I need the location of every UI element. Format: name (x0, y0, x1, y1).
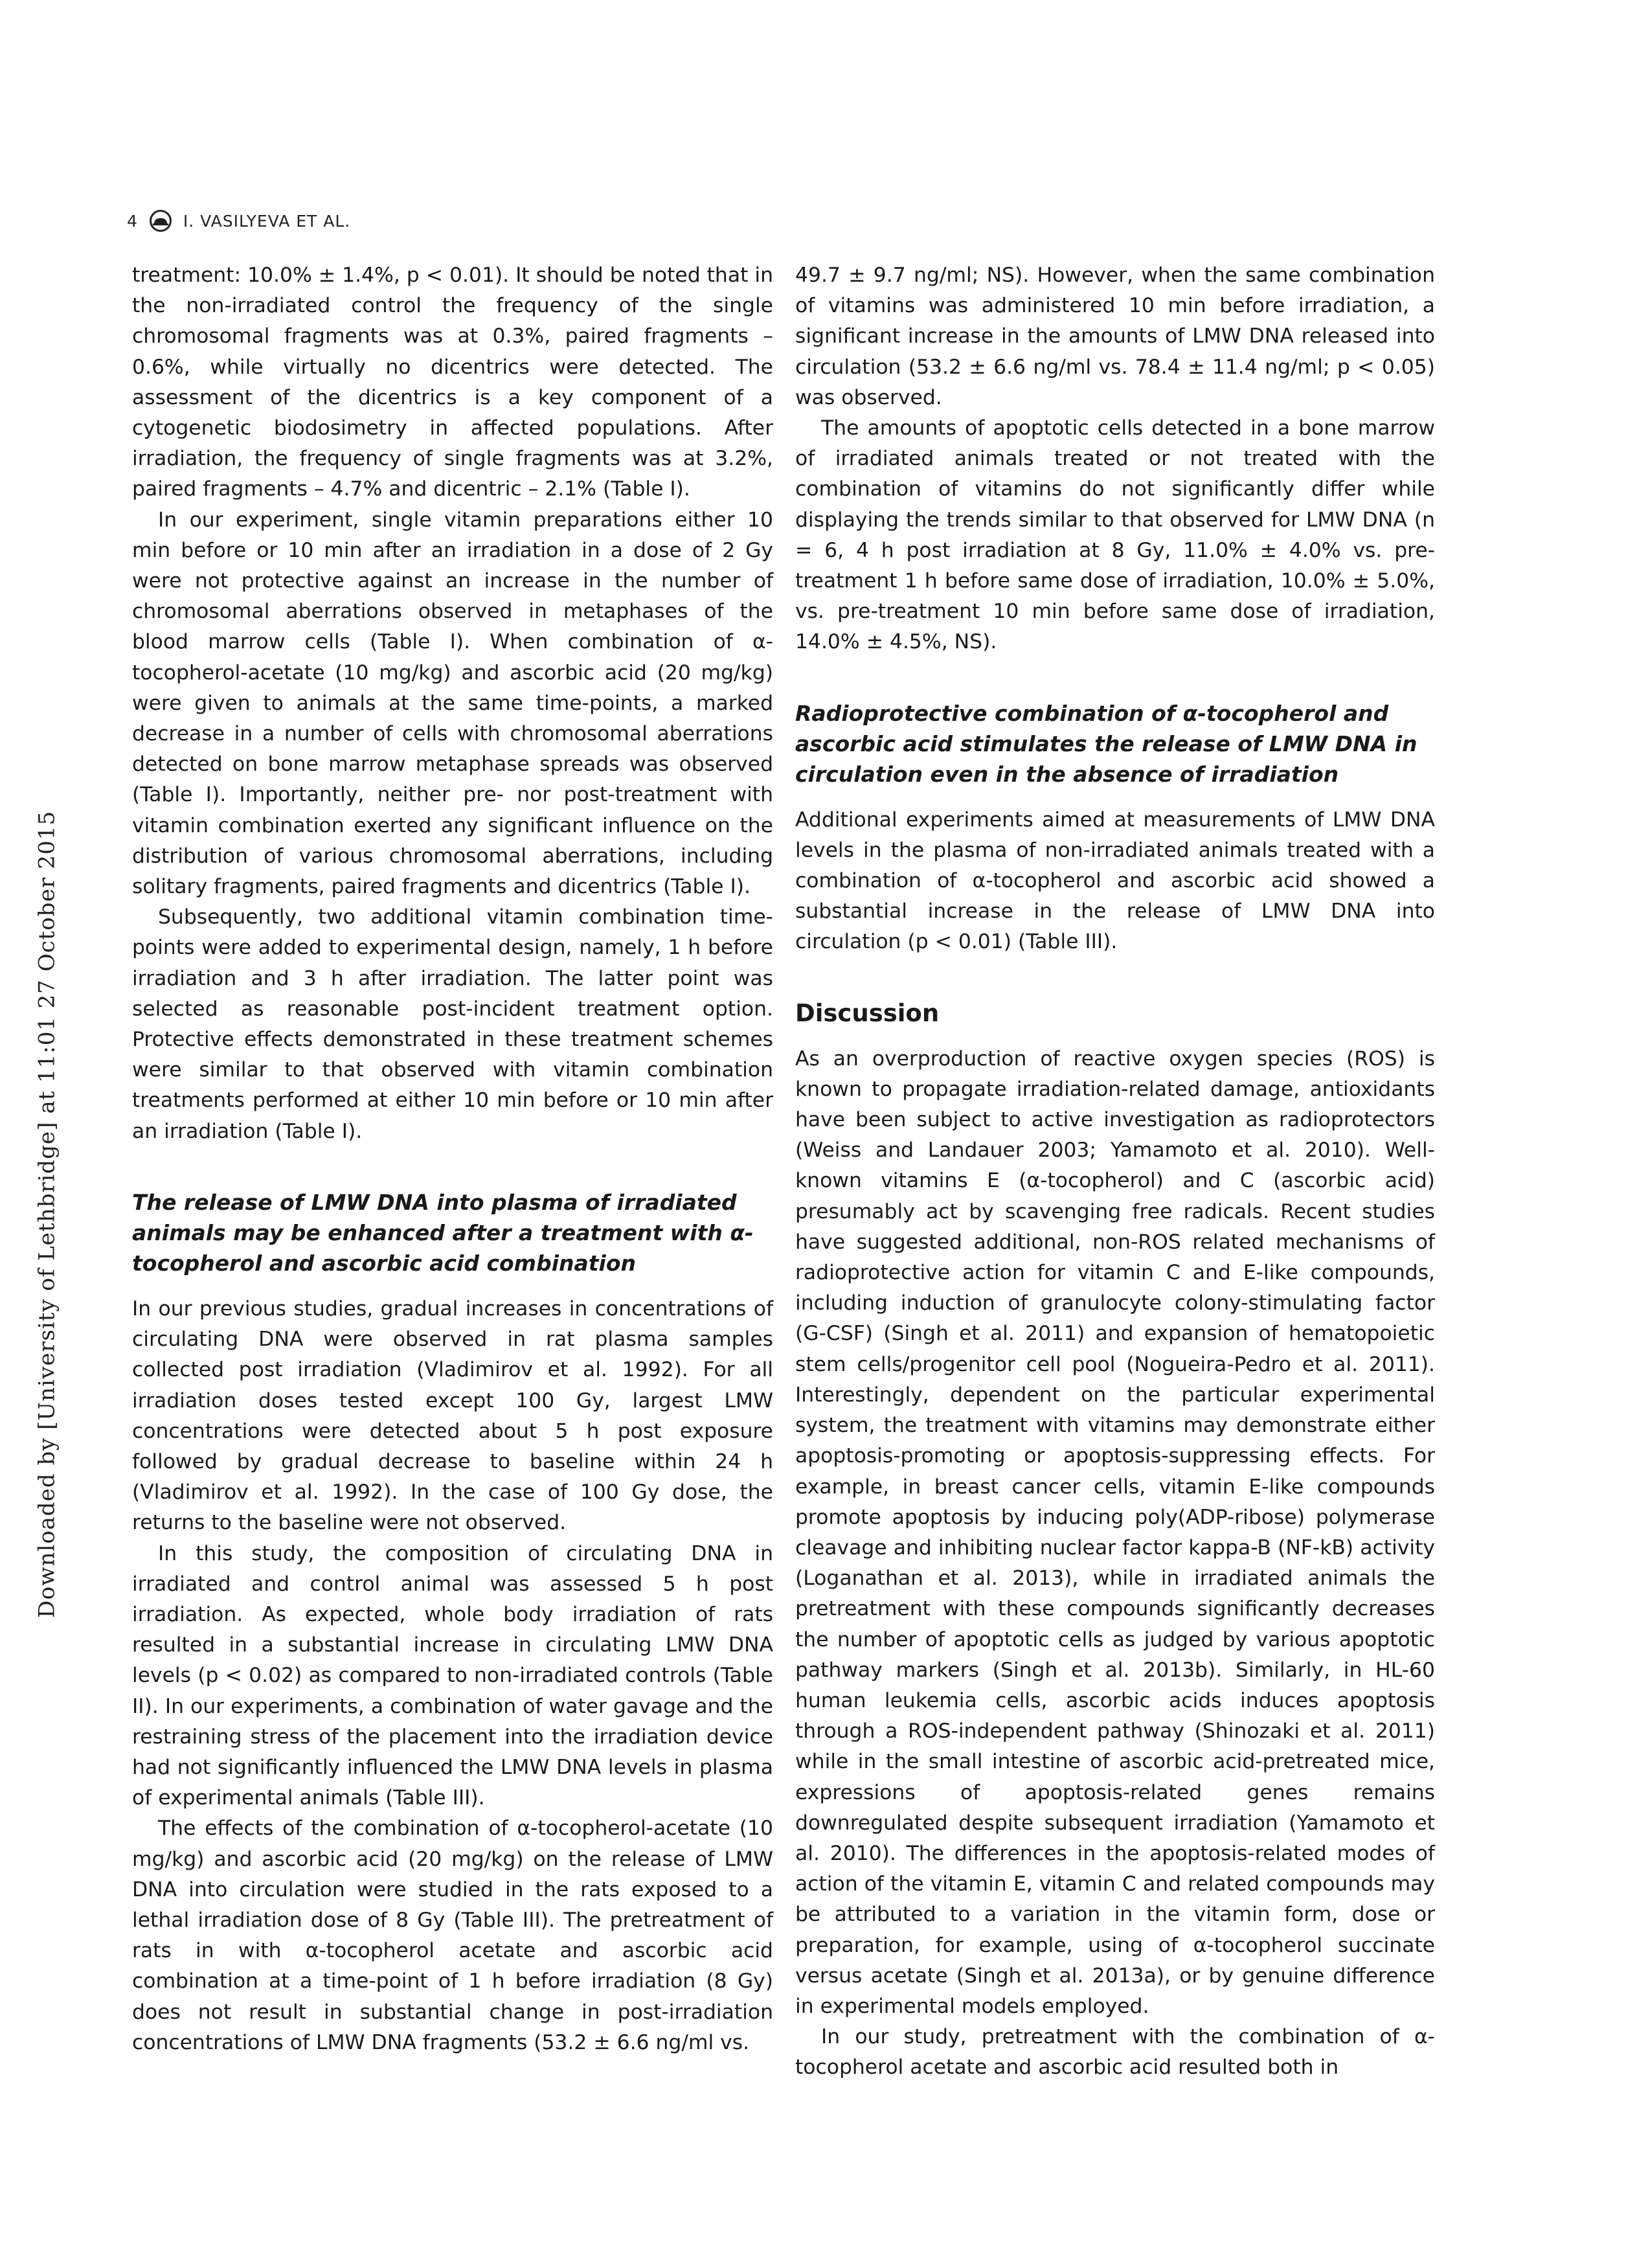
discussion-heading: Discussion (795, 999, 940, 1027)
running-header (127, 206, 350, 236)
left-column (132, 260, 773, 2058)
download-watermark-text: Downloaded by [University of Lethbridge] at 11:01 27 October 2015 (34, 810, 60, 1618)
paragraph: Additional experiments aimed at measurements of LMW DNA levels in the plasma of non-irradiated animals treated with a combination of α-tocopherol and ascorbic acid showed a substantial increase in the release of LMW DNA into circulation (p < 0.01) (Table III). (795, 808, 1435, 954)
page-number: 4 (127, 211, 138, 231)
paragraph: Subsequently, two additional vitamin combination time-points were added to experimental design, namely, 1 h before irradiation and 3 h after irradiation. The latter point was selected as reasonable post-incident treatment option. Protective effects demonstrated in these treatment schemes were similar to that observed with vitamin combination treatments performed at either 10 min before or 10 min after an irradiation (Table I). (132, 905, 773, 1143)
paragraph: treatment: 10.0% ± 1.4%, p < 0.01). It should be noted that in the non-irradiated control the frequency of the single chromosomal fragments was at 0.3%, paired fragments – 0.6%, while virtually no dicentrics were detected. The assessment of the dicentrics is a key component of a cytogenetic biodosimetry in affected populations. After irradiation, the frequency of single fragments was at 3.2%, paired fragments – 4.7% and dicentric – 2.1% (Table I). (132, 264, 773, 501)
paragraph: 49.7 ± 9.7 ng/ml; NS). However, when the same combination of vitamins was administered 10 min before irradiation, a significant increase in the amounts of LMW DNA released into circulation (53.2 ± 6.6 ng/ml vs. 78.4 ± 11.4 ng/ml; p < 0.05) was observed. (795, 264, 1435, 409)
section-heading: Radioprotective combination of α-tocopherol and ascorbic acid stimulates the release of LMW DNA in circulation even in the absence of irradiation (795, 700, 1417, 787)
paragraph: In our experiment, single vitamin preparations either 10 min before or 10 min after an irradiation in a dose of 2 Gy were not protective against an increase in the number of chromosomal aberrations observed in metaphases of the blood marrow cells (Table I). When combination of α-tocopherol-acetate (10 mg/kg) and ascorbic acid (20 mg/kg) were given to animals at the same time-points, a marked decrease in a number of cells with chromosomal aberrations detected on bone marrow metaphase spreads was observed (Table I). Importantly, neither pre- nor post-treatment with vitamin combination exerted any significant influence on the distribution of various chromosomal aberrations, including solitary fragments, paired fragments and dicentrics (Table I). (132, 508, 773, 899)
paragraph: In our study, pretreatment with the combination of α-tocopherol acetate and ascorbic acid resulted both in (795, 2025, 1435, 2080)
running-head-authors: I. VASILYEVA ET AL. (183, 211, 351, 231)
paragraph: In our previous studies, gradual increases in concentrations of circulating DNA were observed in rat plasma samples collected post irradiation (Vladimirov et al. 1992). For all irradiation doses tested except 100 Gy, largest LMW concentrations were detected about 5 h post exposure followed by gradual decrease to baseline within 24 h (Vladimirov et al. 1992). In the case of 100 Gy dose, the returns to the baseline were not observed. (132, 1297, 773, 1535)
paragraph: The effects of the combination of α-tocopherol-acetate (10 mg/kg) and ascorbic acid (20 mg/kg) on the release of LMW DNA into circulation were studied in the rats exposed to a lethal irradiation dose of 8 Gy (Table III). The pretreatment of rats in with α-tocopherol acetate and ascorbic acid combination at a time-point of 1 h before irradiation (8 Gy) does not result in substantial change in post-irradiation concentrations of LMW DNA fragments (53.2 ± 6.6 ng/ml vs. (132, 1817, 773, 2054)
paragraph: The amounts of apoptotic cells detected in a bone marrow of irradiated animals treated or not treated with the combination of vitamins do not significantly differ while displaying the trends similar to that observed for LMW DNA (n = 6, 4 h post irradiation at 8 Gy, 11.0% ± 4.0% vs. pre-treatment 1 h before same dose of irradiation, 10.0% ± 5.0%, vs. pre-treatment 10 min before same dose of irradiation, 14.0% ± 4.5%, NS). (795, 416, 1435, 654)
right-column (795, 260, 1435, 2083)
section-heading: The release of LMW DNA into plasma of irradiated animals may be enhanced after a treatment with α-tocopherol and ascorbic acid combination (132, 1189, 754, 1276)
paragraph: As an overproduction of reactive oxygen species (ROS) is known to propagate irradiation-related damage, antioxidants have been subject to active investigation as radioprotectors (Weiss and Landauer 2003; Yamamoto et al. 2010). Well-known vitamins E (α-tocopherol) and C (ascorbic acid) presumably act by scavenging free radicals. Recent studies have suggested additional, non-ROS related mechanisms of radioprotective action for vitamin C and E-like compounds, including induction of granulocyte colony-stimulating factor (G-CSF) (Singh et al. 2011) and expansion of hematopoietic stem cells/progenitor cell pool (Nogueira-Pedro et al. 2011). Interestingly, dependent on the particular experimental system, the treatment with vitamins may demonstrate either apoptosis-promoting or apoptosis-suppressing effects. For example, in breast cancer cells, vitamin E-like compounds promote apoptosis by inducing poly(ADP-ribose) polymerase cleavage and inhibiting nuclear factor kappa-B (NF-kB) activity (Loganathan et al. 2013), while in irradiated animals the pretreatment with these compounds significantly decreases the number of apoptotic cells as judged by various apoptotic pathway markers (Singh et al. 2013b). Similarly, in HL-60 human leukemia cells, ascorbic acids induces apoptosis through a ROS-independent pathway (Shinozaki et al. 2011) while in the small intestine of ascorbic acid-pretreated mice, expressions of apoptosis-related genes remains downregulated despite subsequent irradiation (Yamamoto et al. 2010). The differences in the apoptosis-related modes of action of the vitamin E, vitamin C and related compounds may be attributed to a variation in the vitamin form, dose or preparation, for example, using of α-tocopherol succinate versus acetate (Singh et al. 2013a), or by genuine difference in experimental models employed. (795, 1047, 1435, 2018)
paragraph: In this study, the composition of circulating DNA in irradiated and control animal was assessed 5 h post irradiation. As expected, whole body irradiation of rats resulted in a substantial increase in circulating LMW DNA levels (p < 0.02) as compared to non-irradiated controls (Table II). In our experiments, a combination of water gavage and the restraining stress of the placement into the irradiation device had not significantly influenced the LMW DNA levels in plasma of experimental animals (Table III). (132, 1541, 773, 1810)
publisher-logo-icon (150, 210, 172, 232)
download-watermark (32, 810, 61, 1619)
